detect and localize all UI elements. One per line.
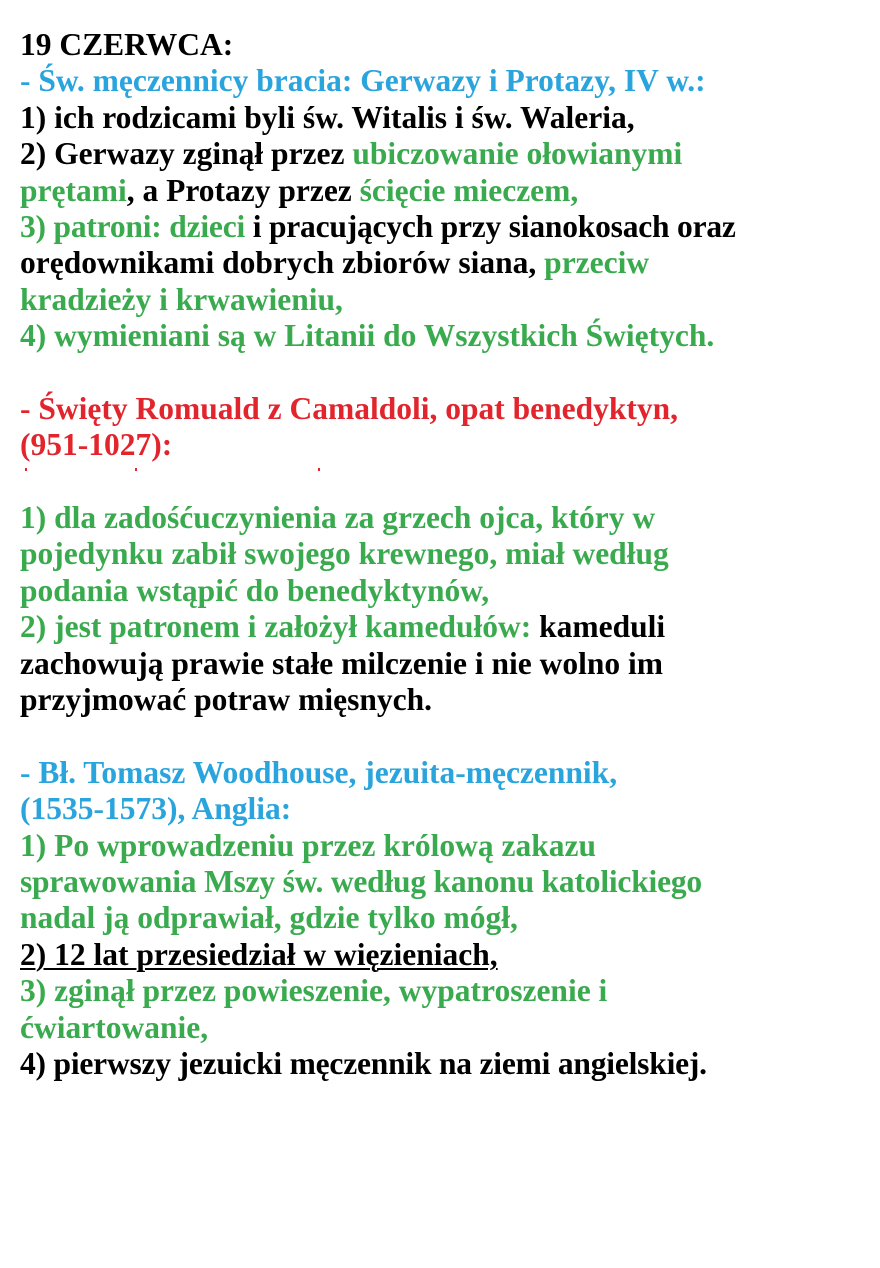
text-run: kameduli <box>539 609 666 645</box>
text-run: sprawowania Mszy św. według kanonu katolickiego <box>20 863 702 899</box>
section-heading: - Bł. Tomasz Woodhouse, jezuita-męczennik, <box>20 754 618 790</box>
list-item <box>20 973 868 1009</box>
text-run: podania wstąpić do benedyktynów, <box>20 572 490 608</box>
text-run: zachowują prawie stałe milczenie i nie wolno im <box>20 645 664 681</box>
text-run: prętami <box>20 172 127 208</box>
list-item <box>20 937 868 973</box>
text-run: i pracujących przy sianokosach oraz <box>245 208 736 244</box>
section-heading-dates: (951-1027): <box>20 427 173 463</box>
document-body <box>20 27 868 1082</box>
list-item <box>20 282 868 318</box>
text-run: ćwiartowanie, <box>20 1009 209 1045</box>
list-item <box>20 900 868 936</box>
text-run: 1) Po wprowadzeniu przez królową zakazu <box>20 827 596 863</box>
list-item <box>20 828 868 864</box>
text-run: 1) ich rodzicami byli św. Witalis i św. Waleria, <box>20 99 635 135</box>
page-title: 19 CZERWCA: <box>20 27 234 62</box>
list-item <box>20 209 868 245</box>
list-item <box>20 136 868 172</box>
list-item <box>20 500 868 536</box>
list-item <box>20 1046 868 1082</box>
list-item <box>20 609 868 645</box>
list-item <box>20 864 868 900</box>
section-heading: - Św. męczennicy bracia: Gerwazy i Protazy, IV w.: <box>20 63 706 99</box>
list-item <box>20 682 868 718</box>
text-run: ścięcie mieczem, <box>359 172 579 208</box>
list-item <box>20 573 868 609</box>
list-item <box>20 646 868 682</box>
section-heading: - Święty Romuald z Camaldoli, opat benedyktyn, <box>20 390 679 426</box>
text-run: 4) pierwszy jezuicki męczennik na ziemi angielskiej. <box>20 1045 707 1081</box>
section-romuald <box>20 391 868 719</box>
list-item <box>20 318 868 354</box>
text-run: kradzieży i krwawieniu, <box>20 281 343 317</box>
section-gerwazy-protazy <box>20 63 868 354</box>
text-run: orędownikami dobrych zbiorów siana, <box>20 245 545 281</box>
text-run: , a Protazy przez <box>126 172 360 208</box>
section-heading-dates: (1535-1573), Anglia: <box>20 791 292 827</box>
text-run: 2) Gerwazy zginął przez <box>20 136 353 172</box>
text-run: przyjmować potraw mięsnych. <box>20 682 433 718</box>
text-run-underlined: 2) 12 lat przesiedział w więzieniach, <box>20 936 498 972</box>
text-run: 4) wymieniani są w Litanii do Wszystkich Świętych. <box>20 318 715 354</box>
list-item <box>20 536 868 572</box>
text-run: 3) patroni: dzieci <box>20 208 246 244</box>
stray-marks <box>20 464 868 500</box>
text-run: 1) dla zadośćuczynienia za grzech ojca, który w <box>20 500 656 536</box>
text-run: nadal ją odprawiał, gdzie tylko mógł, <box>20 900 518 936</box>
list-item <box>20 245 868 281</box>
list-item <box>20 173 868 209</box>
spacer <box>20 718 868 754</box>
text-run: ubiczowanie ołowianymi <box>352 136 683 172</box>
text-run: pojedynku zabił swojego krewnego, miał według <box>20 536 669 572</box>
text-run: 3) zginął przez powieszenie, wypatroszenie i <box>20 973 608 1009</box>
list-item <box>20 100 868 136</box>
spacer <box>20 355 868 391</box>
text-run: 2) jest patronem i założył kamedułów: <box>20 609 540 645</box>
text-run: przeciw <box>544 245 650 281</box>
list-item <box>20 1010 868 1046</box>
section-tomasz-woodhouse <box>20 755 868 1083</box>
